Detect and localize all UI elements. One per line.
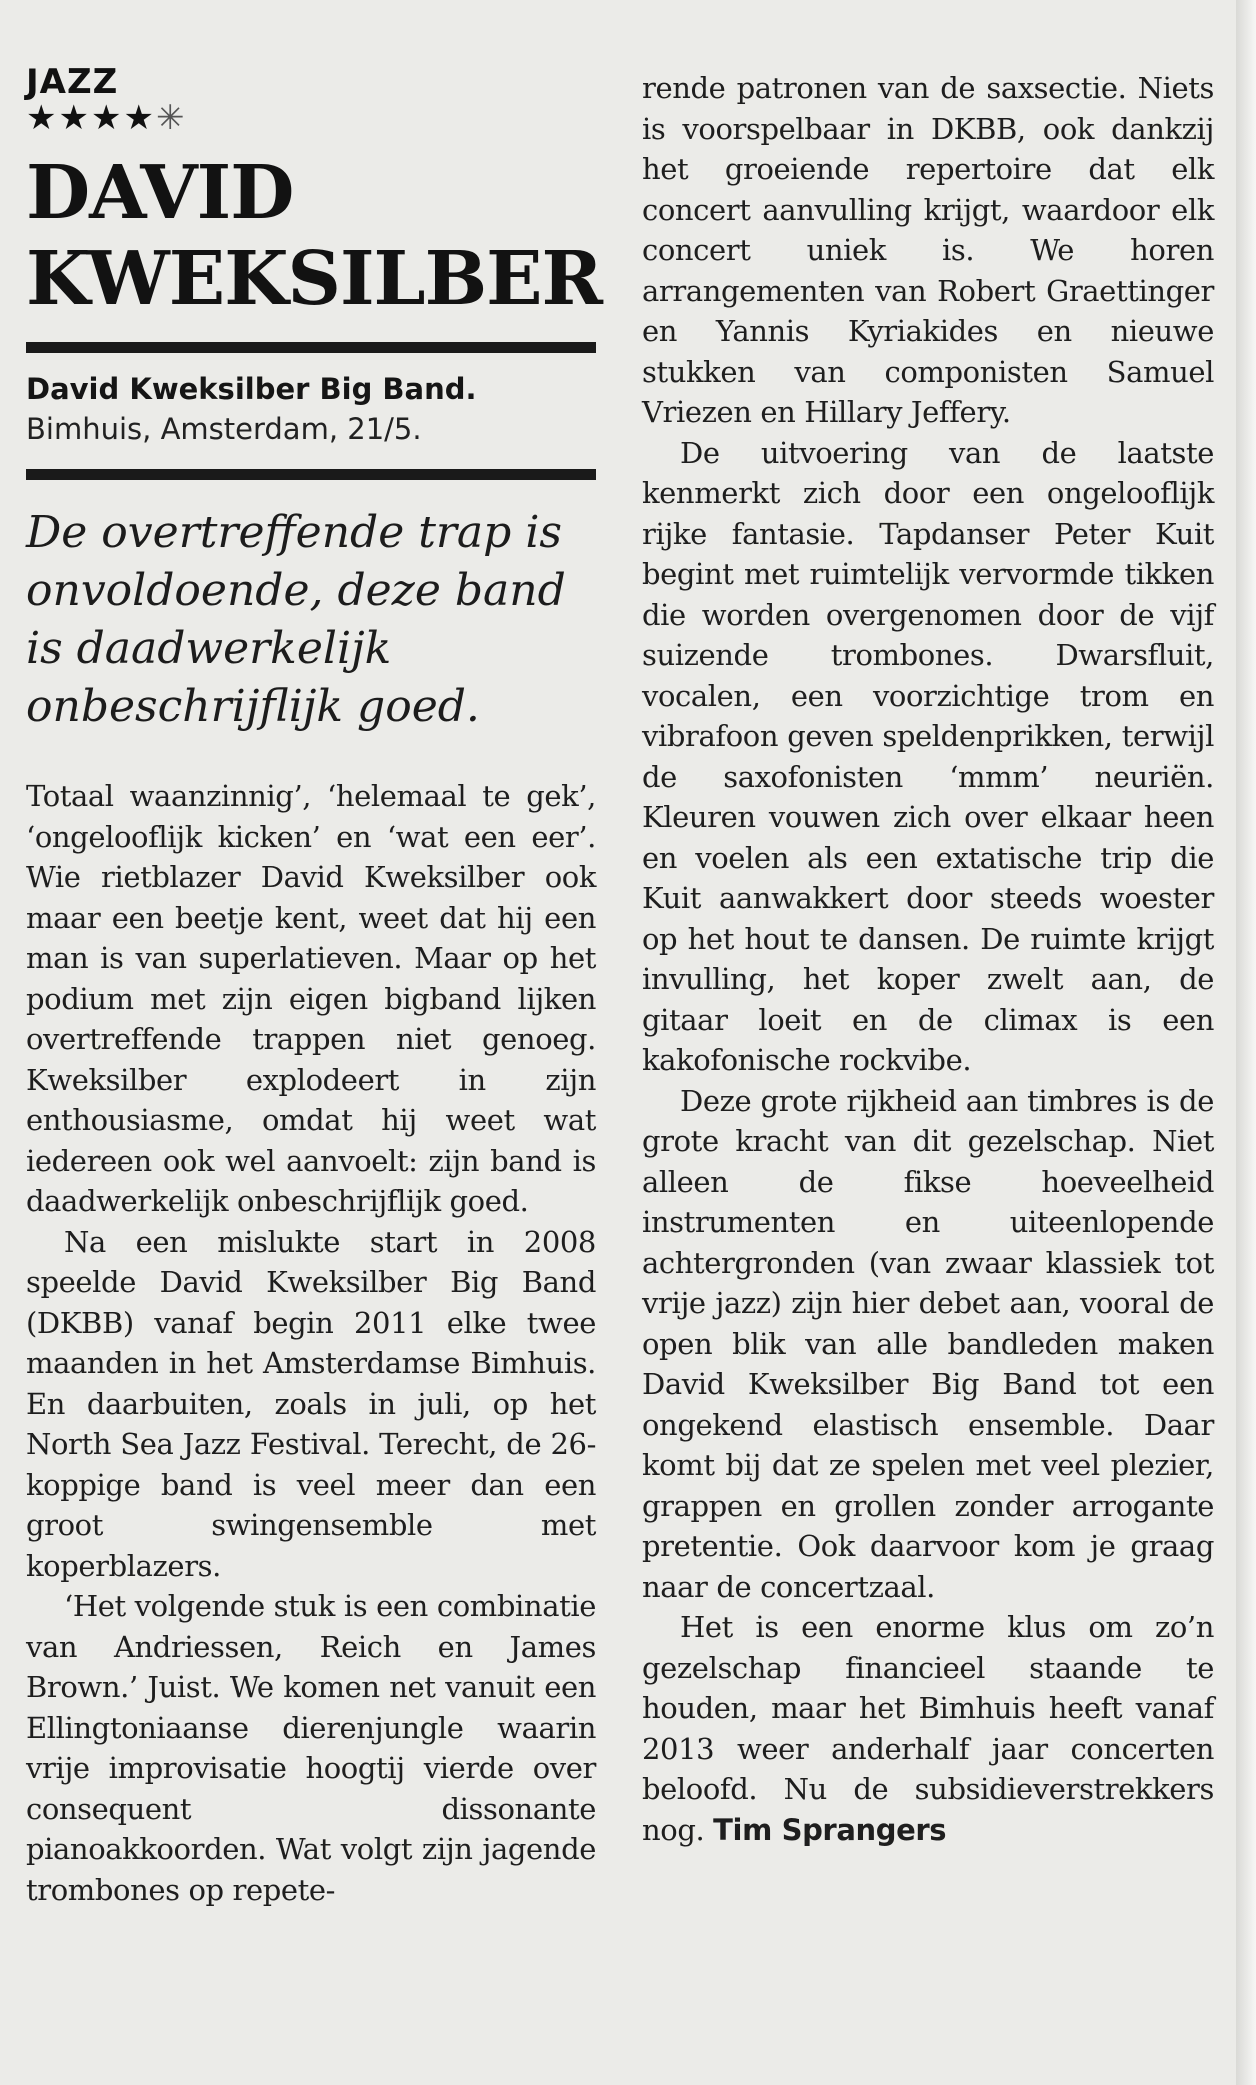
body-text-left [26,776,596,1910]
divider-top [26,342,596,353]
page-edge-shadow [1236,0,1256,2085]
byline: Tim Sprangers [713,1812,947,1847]
pull-quote: De overtreffende trap is onvoldoende, deze band is daadwerkelijk onbeschrijflijk goed. [26,507,566,732]
headline-line-1: DAVID [26,150,294,236]
star-icon: ★ [123,98,156,138]
body-text-right [642,68,1214,1850]
section-label: JAZZ [26,62,119,102]
star-icon: ★ [90,98,124,138]
paragraph: Na een mislukte start in 2008 speelde David Kweksilber Big Band (DKBB) vanaf begin 2011 elke twee maanden in het Amsterdamse Bimhuis. En daarbuiten, zoals in juli, op het North Sea Jazz Festival. Terecht, de 26-koppige band is veel meer dan een groot swingensemble met koperblazers. [26,1224,596,1583]
headline-line-2: KWEKSILBER [26,236,603,322]
star-icon: ★ [58,98,91,138]
headline [26,150,603,322]
star-rating [26,100,596,136]
paragraph: De uitvoering van de laatste kenmerkt zich door een ongelooflijk rijke fantasie. Tapdanser Peter Kuit begint met ruimtelijk vervormde tikken die worden overgenomen door de vijf suizende trombones. Dwarsfluit, vocalen, een voorzichtige trom en vibrafoon geven speldenprikken, terwijl de saxofonisten ‘mmm’ neuriën. Kleuren vouwen zich over elkaar heen en voelen als een extatische trip die Kuit aanwakkert door steeds woester op het hout te dansen. De ruimte krijgt invulling, het koper zwelt aan, de gitaar loeit en de climax is een kakofonische rockvibe. [642,435,1214,1077]
star-outline-icon: ✳ [155,98,187,138]
paragraph-text: Het is een enorme klus om zo’n gezelschap financieel staande te houden, maar het Bimhuis heeft vanaf 2013 weer anderhalf jaar concerten beloofd. Nu de subsidieverstrekkers nog. [642,1610,1214,1847]
right-column [642,68,1214,1850]
paragraph: Deze grote rijkheid aan timbres is de grote kracht van dit gezelschap. Niet alleen de fikse hoeveelheid instrumenten en uiteenlopende achtergronden (van zwaar klassiek tot vrije jazz) zijn hier debet aan, vooral de open blik van alle bandleden maken David Kweksilber Big Band tot een ongekend elastisch ensemble. Daar komt bij dat ze spelen met veel plezier, grappen en grollen zonder arrogante pretentie. Ook daarvoor kom je graag naar de concertzaal. [642,1083,1214,1604]
divider-bottom [26,469,596,480]
left-column [26,62,603,1910]
paragraph: ‘Het volgende stuk is een combinatie van Andriessen, Reich en James Brown.’ Juist. We komen net vanuit een Ellingtoniaanse dierenjungle waarin vrije improvisatie hoogtij vierde over consequent dissonante pianoakkoorden. Wat volgt zijn jagende trombones op repete- [26,1589,596,1907]
band-name: David Kweksilber Big Band. [26,372,477,406]
star-icon: ★ [26,98,59,138]
paragraph-last [642,1607,1214,1850]
paragraph: rende patronen van de saxsectie. Niets is voorspelbaar in DKBB, ook dankzij het groeiende repertoire dat elk concert aanvulling krijgt, waardoor elk concert uniek is. We horen arrangementen van Robert Graettinger en Yannis Kyriakides en nieuwe stukken van componisten Samuel Vriezen en Hillary Jeffery. [642,71,1214,429]
venue-date: Bimhuis, Amsterdam, 21/5. [26,412,422,446]
paragraph: Totaal waanzinnig’, ‘helemaal te gek’, ‘ongelooflijk kicken’ en ‘wat een eer’. Wie rietblazer David Kweksilber ook maar een beetje kent, weet dat hij een man is van superlatieven. Maar op het podium met zijn eigen bigband lijken overtreffende trappen niet genoeg. Kweksilber explodeert in zijn enthousiasme, omdat hij weet wat iedereen ook wel aanvoelt: zijn band is daadwerkelijk onbeschrijflijk goed. [26,779,596,1218]
